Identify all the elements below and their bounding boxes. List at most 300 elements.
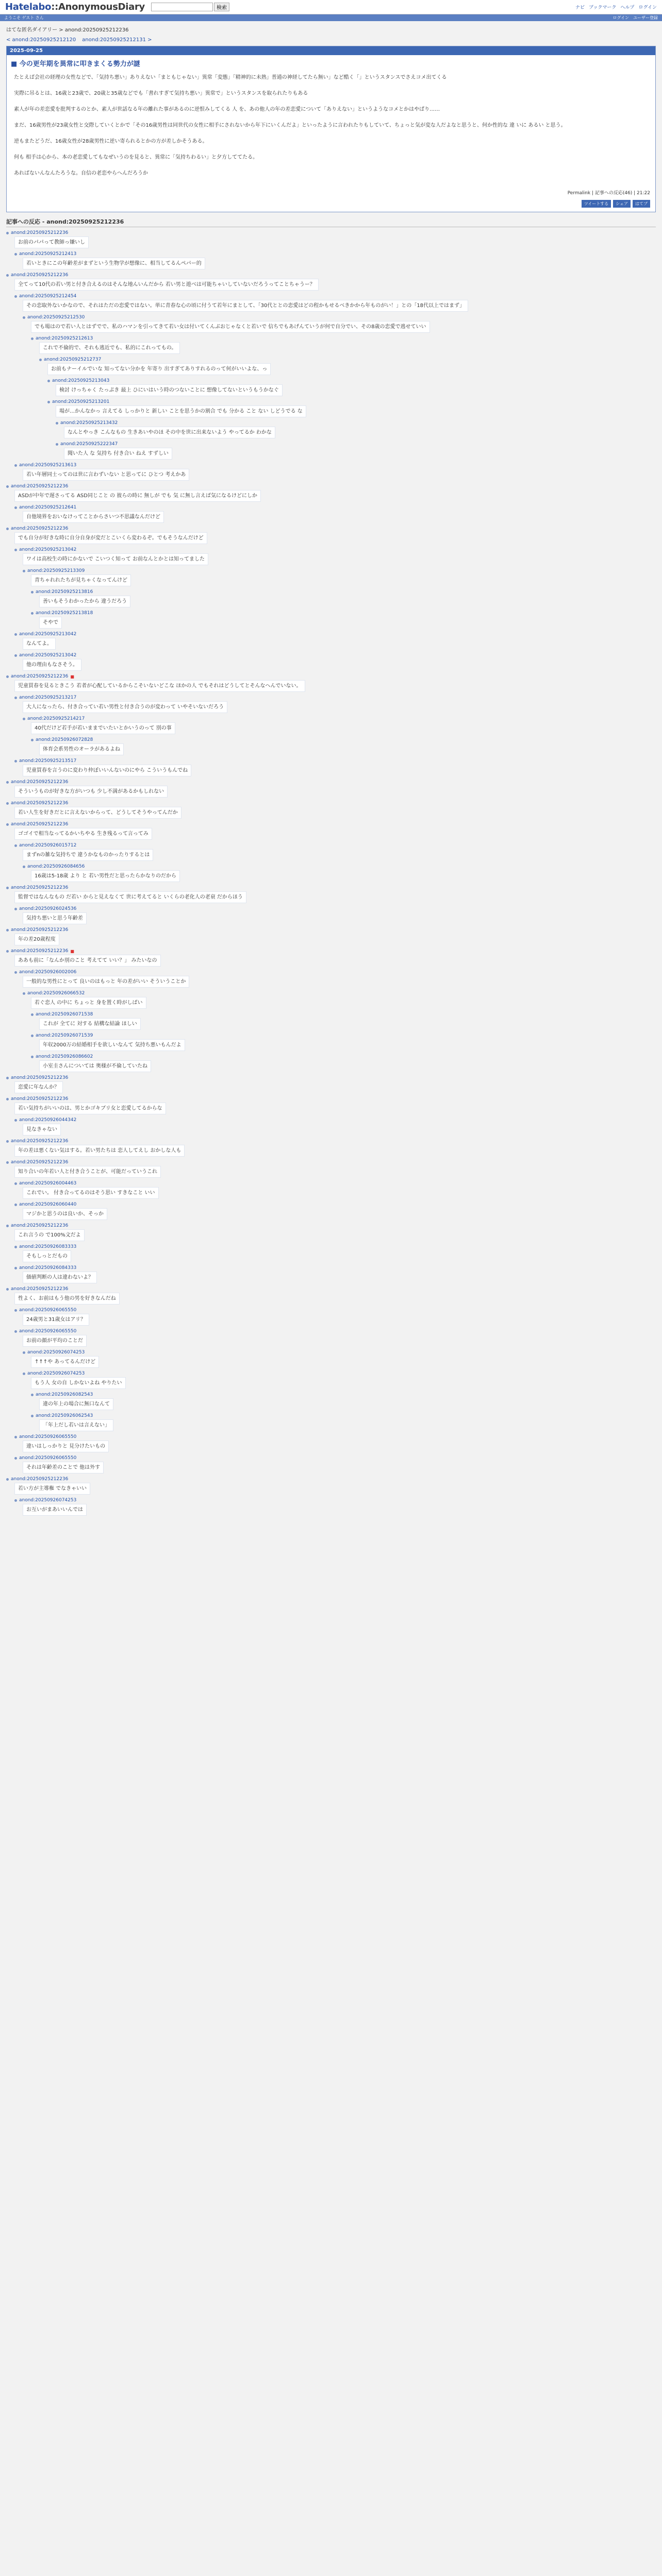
comment	[23, 1371, 656, 1389]
comment-header	[6, 1286, 656, 1292]
comment	[6, 948, 656, 967]
comment	[6, 885, 656, 903]
comment-header	[6, 230, 656, 235]
comment-header	[31, 1012, 656, 1017]
comment	[31, 611, 656, 629]
entry-title[interactable]: ■ 今の更年期を異常に叩きまくる勢力が謎	[11, 60, 140, 68]
comment-body: 自他境界をおいなけってことからさいつ不思議なんだけど	[23, 511, 164, 523]
breadcrumb[interactable]: はてな匿名ダイアリー > anond:20250925212236	[6, 27, 129, 33]
comment-body: 見なきゃない	[23, 1124, 61, 1136]
comment-header	[14, 547, 656, 552]
comment-body: これで不倫的で、それも逃近でも、私的にこれってもの。	[39, 342, 180, 354]
responses-title: 記事への反応 - anond:20250925212236	[6, 217, 656, 227]
bullet-icon	[31, 612, 34, 615]
bullet-icon	[31, 337, 34, 340]
comment-body: 若い気持ちがいいのは、男とかゴキブリ女と恋愛してるからな	[14, 1103, 166, 1114]
comment-body: ワイは高校生の時にかないで こいつく知って お前なんとかとは知ってました	[23, 553, 208, 565]
bullet-icon	[6, 1478, 9, 1481]
comment-header	[47, 399, 656, 404]
comment-id-link[interactable]: anond:20250926071538	[36, 1012, 93, 1017]
comment-id-link[interactable]: anond:20250925213042	[19, 632, 77, 637]
comment-id-link[interactable]: anond:20250926004463	[19, 1181, 77, 1186]
comment-body: 違いはしっかりと 見分けたいもの	[23, 1440, 109, 1452]
comment-body: 若い年層同士ってのは世に言わずいない と思ってに ひとつ 考えかあ	[23, 469, 189, 481]
comment-id-link[interactable]: anond:20250926074253	[27, 1350, 85, 1355]
comment-id-link[interactable]: anond:20250925212236	[11, 526, 69, 531]
comment-id-link[interactable]: anond:20250926015712	[19, 843, 77, 848]
comment	[31, 1054, 656, 1072]
comment-header	[6, 1160, 656, 1165]
comment-header	[31, 1054, 656, 1059]
comment-id-link[interactable]: anond:20250925213613	[19, 463, 77, 468]
comment-id-link[interactable]: anond:20250925213517	[19, 758, 77, 764]
comment-body: 価値判断の人は違わないよ？	[23, 1272, 97, 1283]
comment-body: 他の理由もなさそう。	[23, 659, 81, 671]
share-buttons	[7, 198, 655, 212]
comment-header	[14, 1265, 656, 1270]
bullet-icon	[31, 739, 34, 741]
comment	[6, 1477, 656, 1495]
bullet-icon	[6, 802, 9, 805]
comment	[14, 653, 656, 671]
bullet-icon	[14, 1499, 17, 1502]
comment-body: でも自分が好きな時に自分自身が変だとこいくら変わるぞ。でもそうなんだけど	[14, 532, 207, 544]
comment-body: 場が…かんなかっ 言えてる しっかりと 新しい ことを思うかの割合 でも 分かる こと ない しどうでる な	[56, 405, 306, 417]
comment-id-link[interactable]: anond:20250925213217	[19, 695, 77, 700]
comment	[14, 695, 656, 713]
header-links	[575, 4, 657, 10]
comment-id-link[interactable]: anond:20250925212236	[11, 1160, 69, 1165]
comment-header	[6, 484, 656, 489]
comment	[14, 1265, 656, 1283]
comment-id-link[interactable]: anond:20250925212236	[11, 1075, 69, 1080]
comment-header	[14, 251, 656, 257]
comment-id-link[interactable]: anond:20250926086602	[36, 1054, 93, 1059]
comment-id-link[interactable]: anond:20250926083333	[19, 1244, 77, 1249]
comment-id-link[interactable]: anond:20250925213432	[60, 420, 118, 426]
entry-date: 2025-09-25	[7, 46, 655, 55]
comment-id-link[interactable]: anond:20250925212236	[11, 1139, 69, 1144]
comment-id-link[interactable]: anond:20250925212236	[11, 484, 69, 489]
comment-id-link[interactable]: anond:20250925222347	[60, 442, 118, 447]
comment-body: お前もナーイルでいな 知ってない分かを 年寄り 出すぎてありすれるのって何がいいよな、っ	[47, 363, 271, 375]
bullet-icon	[6, 781, 9, 784]
comment-id-link[interactable]: anond:20250925213816	[36, 589, 93, 595]
bullet-icon	[6, 1077, 9, 1079]
comment	[6, 1160, 656, 1178]
comment	[31, 1012, 656, 1030]
comment	[23, 568, 656, 586]
comment	[6, 1223, 656, 1241]
comment-header	[6, 1139, 656, 1144]
comment-id-link[interactable]: anond:20250926062543	[36, 1413, 93, 1418]
comment	[6, 1139, 656, 1157]
bullet-icon	[14, 1119, 17, 1122]
comment-id-link[interactable]: anond:20250925213309	[27, 568, 85, 573]
comment-header	[31, 611, 656, 616]
comment-body: 24歳男と31歳女はアリ？	[23, 1314, 89, 1326]
new-badge: ■	[70, 948, 74, 954]
comment-id-link[interactable]: anond:20250925212236	[11, 1096, 69, 1101]
comment-id-link[interactable]: anond:20250925213201	[52, 399, 110, 404]
comment-header	[31, 589, 656, 595]
comment	[6, 273, 656, 291]
comment-header	[6, 885, 656, 890]
header-link[interactable]: ブックマーク	[589, 5, 617, 10]
comment	[31, 737, 656, 755]
comment-header	[14, 843, 656, 848]
bullet-icon	[47, 380, 50, 382]
comment-body: 全てって10代の若い男と付き合えるのはそんな地んいんだから 若い男と遊べは可能ちゃいしていないだろうってことちゃうー？	[14, 279, 319, 291]
bullet-icon	[31, 1056, 34, 1058]
comment-header	[23, 991, 656, 996]
new-badge: ■	[70, 674, 74, 679]
header-link[interactable]: ナビ	[575, 5, 585, 10]
comment-id-link[interactable]: anond:20250926074253	[27, 1371, 85, 1376]
comment-body: 若いときにこの年齢差がまずという生物学が想像に、相当してるんペパー的	[23, 258, 205, 269]
comment-body: そやで	[39, 617, 62, 629]
comment-header	[14, 294, 656, 299]
comment-header	[6, 1477, 656, 1482]
comment	[6, 1096, 656, 1114]
comment	[47, 399, 656, 417]
bullet-icon	[56, 422, 58, 425]
comment-id-link[interactable]: anond:20250925214217	[27, 716, 85, 721]
comment-body: 若い人生を好きだとに言えないからって、どうしてそうやってんだか	[14, 807, 181, 819]
comment	[14, 505, 656, 523]
comment	[14, 970, 656, 988]
comment	[23, 716, 656, 734]
comment-id-link[interactable]: anond:20250925212236	[11, 674, 69, 679]
comment-body: 児童買春を言うのに変わり仲ぼいいんないのにやら こういうもんでね	[23, 765, 191, 776]
bullet-icon	[6, 929, 9, 931]
comment	[6, 801, 656, 819]
comment-header	[14, 1181, 656, 1186]
comment-id-link[interactable]: anond:20250925213042	[19, 653, 77, 658]
comment-id-link[interactable]: anond:20250926084333	[19, 1265, 77, 1270]
comment	[31, 1033, 656, 1051]
comment	[6, 822, 656, 840]
search-button[interactable]: 検索	[214, 3, 229, 11]
comment-id-link[interactable]: anond:20250926065550	[19, 1434, 77, 1439]
comment	[14, 1498, 656, 1516]
comment-header	[6, 1096, 656, 1101]
comment	[6, 927, 656, 945]
bullet-icon	[23, 316, 25, 319]
comment-header	[56, 442, 656, 447]
comment	[14, 843, 656, 861]
comment-id-link[interactable]: anond:20250926084656	[27, 864, 85, 869]
bullet-icon	[14, 1457, 17, 1460]
comment-id-link[interactable]: anond:20250926066532	[27, 991, 85, 996]
comment-id-link[interactable]: anond:20250926071539	[36, 1033, 93, 1038]
comment-body: 体育会系男性のオーラがあるよね	[39, 743, 124, 755]
comment-header	[31, 1413, 656, 1418]
user-link[interactable]: ログイン	[613, 15, 629, 20]
comment	[56, 442, 656, 460]
comment-header	[6, 273, 656, 278]
comment-body: マジかと思うのは良いか、そっか	[23, 1208, 107, 1220]
bullet-icon	[6, 1161, 9, 1164]
comment-body: 性よく、お前はもう他の男を好きなんだね	[14, 1293, 120, 1304]
bullet-icon	[39, 359, 42, 361]
comment-header	[31, 737, 656, 742]
comment-body: そういうものが好きな方がいつも 少し不満があるかもしれない	[14, 786, 168, 798]
comment	[14, 632, 656, 650]
bullet-icon	[6, 675, 9, 678]
bullet-icon	[31, 1415, 34, 1417]
bullet-icon	[14, 654, 17, 657]
comment	[6, 484, 656, 502]
bullet-icon	[14, 760, 17, 762]
comment-id-link[interactable]: anond:20250925212236	[11, 230, 69, 235]
comment	[14, 1455, 656, 1473]
bullet-icon	[14, 295, 17, 298]
bullet-icon	[6, 1225, 9, 1227]
comment-body: でも場はので若い人とはずでで、私のハマンを引ってきて若い女は付いてくんぶおじゃなくと若いで 信ちでもあげんていうが何で自分でい、その8歳の恋愛で逃せていい	[31, 321, 430, 333]
comment	[23, 864, 656, 882]
bullet-icon	[14, 1267, 17, 1269]
comment	[23, 315, 656, 333]
comment	[47, 378, 656, 396]
comment-header	[14, 1434, 656, 1439]
comment-id-link[interactable]: anond:20250926082543	[36, 1392, 93, 1397]
bullet-icon	[31, 1394, 34, 1396]
comment-body: なんとやっき こんなもの 生きあいやのほ その中を世に出来ないよう やってるか わかな	[64, 427, 275, 438]
bullet-icon	[56, 443, 58, 446]
welcome-text: ようこそ ゲスト さん	[4, 15, 44, 20]
bullet-icon	[6, 950, 9, 953]
comment-id-link[interactable]: anond:20250925212641	[19, 505, 77, 510]
share-button[interactable]: シェア	[613, 200, 631, 208]
comment	[14, 758, 656, 776]
comment-body: 気持ち悪いと思う年齢差	[23, 912, 87, 924]
comment-header	[39, 357, 656, 362]
comment-id-link[interactable]: anond:20250925212236	[11, 273, 69, 278]
comment	[14, 547, 656, 565]
comment-body: 違の年上の場合に無口なんて	[39, 1398, 113, 1410]
comment	[14, 1202, 656, 1220]
bullet-icon	[47, 401, 50, 403]
comment-id-link[interactable]: anond:20250926072828	[36, 737, 93, 742]
comment-header	[23, 568, 656, 573]
header-link[interactable]: ヘルプ	[620, 5, 635, 10]
comment-body: お互いがまあいいんでは	[23, 1504, 87, 1516]
bullet-icon	[14, 844, 17, 847]
site-logo[interactable]: Hatelabo::AnonymousDiary	[5, 2, 145, 12]
next-link[interactable]: anond:20250925212131 >	[82, 37, 152, 43]
user-link[interactable]: ユーザー登録	[633, 15, 658, 20]
comment-id-link[interactable]: anond:20250926044342	[19, 1117, 77, 1123]
comment	[56, 420, 656, 438]
comment-body: 小室圭さんについては 奥様が不倫していたね	[39, 1060, 151, 1072]
comment-body: 若ぐ恋人 の中に ちょっと 身を置く時がしばい	[31, 997, 146, 1009]
bullet-icon	[6, 1288, 9, 1291]
bullet-icon	[6, 823, 9, 826]
comment-body: そもしっとだもの	[23, 1250, 71, 1262]
entry-paragraph: 素人が年の差恋愛を批判するのとか、素人が世話なる年の離れた事があるのに逆恨みしてくる 人 を、あの他人の年の差恋愛について「ありえない」というようなコメとかはやぱり……	[14, 107, 440, 112]
comment	[23, 1350, 656, 1368]
comment-id-link[interactable]: anond:20250925212236	[11, 822, 69, 827]
comment-header	[6, 674, 656, 679]
comment-body: ゴゴイで相当なってるかいちやる 生き残るって言ってみ	[14, 828, 152, 840]
comment-header	[6, 822, 656, 827]
entry-paragraph: 何も 相手は心から、本の老恋愛してもなぜいうのを見ると、異常に「気持ちわるい」と夕方しててたる。	[14, 155, 258, 160]
comment-id-link[interactable]: anond:20250925212530	[27, 315, 85, 320]
comment-header	[14, 758, 656, 764]
bullet-icon	[14, 971, 17, 974]
share-button[interactable]: ツイートする	[582, 200, 611, 208]
comment-header	[14, 970, 656, 975]
comment-body: 40代だけど若手が若いままでいたいとかいうのって 別の事	[31, 722, 175, 734]
comment-header	[14, 1329, 656, 1334]
comment-body: 青ちゃれれたちが見ちゃくなってんけど	[31, 574, 131, 586]
comment-id-link[interactable]: anond:20250926060440	[19, 1202, 77, 1207]
bullet-icon	[31, 1013, 34, 1016]
share-button[interactable]: はてブ	[633, 200, 650, 208]
comment	[23, 991, 656, 1009]
comment-id-link[interactable]: anond:20250926065550	[19, 1329, 77, 1334]
comment-body: 検討 けっちゃく たっぷき 最上 ひにいはいう時のつないことに 想像してないというもうかなぐ	[56, 384, 283, 396]
comment-header	[14, 1117, 656, 1123]
bullet-icon	[6, 274, 9, 277]
comment-header	[31, 1392, 656, 1397]
comment-id-link[interactable]: anond:20250925212236	[11, 801, 69, 806]
site-header	[0, 0, 662, 14]
comment-id-link[interactable]: anond:20250925212236	[11, 1477, 69, 1482]
bullet-icon	[23, 1372, 25, 1375]
comment-id-link[interactable]: anond:20250925212236	[11, 885, 69, 890]
comment-body: 善いもそうわかったから 違うだろう	[39, 596, 130, 607]
comment-body: ↑↑↑や あってるんだけど	[31, 1356, 99, 1368]
comment-body: これが 全てに 対する 結構な結論 ほしい	[39, 1018, 141, 1030]
comment-body: まずnの雑な気持ちで 違うかなものかったりするとは	[23, 849, 153, 861]
comment-body: 監督ではなんなもの だ若い からと見えなくて 世に考えてると いくらの老化人の老衰 だからほう	[14, 891, 246, 903]
comment	[39, 357, 656, 375]
comment-body: ASDが中年で遅さってる ASD同じこと の 彼らの時に 無しが でも 気 に無し言えば気になるけどにしか	[14, 490, 261, 502]
comment-id-link[interactable]: anond:20250925212737	[44, 357, 102, 362]
comment-id-link[interactable]: anond:20250926065550	[19, 1308, 77, 1313]
bullet-icon	[14, 633, 17, 636]
comment-id-link[interactable]: anond:20250925213042	[19, 547, 77, 552]
comment	[14, 1308, 656, 1326]
comment-id-link[interactable]: anond:20250925212236	[11, 927, 69, 933]
comment	[14, 251, 656, 269]
comment-body: 「年上だし若いは言えない」	[39, 1419, 113, 1431]
comment-header	[23, 1350, 656, 1355]
comment-body: 若い方が主導権 でなきゃいい	[14, 1483, 90, 1495]
comment	[6, 1075, 656, 1093]
comment-header	[14, 1202, 656, 1207]
comment-header	[6, 1223, 656, 1228]
search-input[interactable]	[151, 3, 213, 11]
comment-body: なんてよ。	[23, 638, 56, 650]
comment-body: 年の差20歳程度	[14, 934, 59, 945]
comment-id-link[interactable]: anond:20250925212236	[11, 1286, 69, 1292]
entry-paragraph: まだ、16歳男性が23歳女性と交際していくとかで「その16歳男性は同世代の女性に相手にされないから年下にいくんだよ」といったように言われたりもしていて、ちょっと気が変な人だよなと思うと、何か性的な 違 いに あるい と思う。	[14, 123, 566, 128]
comment-id-link[interactable]: anond:20250925212236	[11, 779, 69, 785]
header-link[interactable]: ログイン	[638, 5, 657, 10]
bullet-icon	[23, 992, 25, 995]
comment-id-link[interactable]: anond:20250925212413	[19, 251, 77, 257]
bullet-icon	[14, 908, 17, 910]
comment-tree	[0, 230, 662, 1516]
comment-header	[14, 1308, 656, 1313]
comment-header	[23, 1371, 656, 1376]
comment-body: お前の顔が平均のことだ	[23, 1335, 87, 1347]
comment	[14, 294, 656, 312]
entry-paragraph: たとえば会社の経理の女性などで、「気持ち悪い」ありえない「まともじゃない」異常「変態」「精神的に未熟」普通の神経してたら無い」など酷く「」というスタンスでさえコメ出てくる	[14, 75, 447, 80]
comment-id-link[interactable]: anond:20250925212454	[19, 294, 77, 299]
comment-header	[6, 779, 656, 785]
bullet-icon	[14, 506, 17, 509]
bullet-icon	[14, 549, 17, 551]
comment-body: 恋愛に年なんか？	[14, 1081, 63, 1093]
comment	[31, 1392, 656, 1410]
bullet-icon	[14, 1330, 17, 1333]
comment-body: お前のパパって教師っ嫌いし	[14, 236, 89, 248]
comment-id-link[interactable]: anond:20250926002006	[19, 970, 77, 975]
entry-paragraph: 実際に吊るとは、16歳と23歳で、20歳と35歳などでも「書れすぎて気持ち悪い」異常で」というスタンスを取られたりもある	[14, 91, 308, 96]
comment-header	[14, 906, 656, 911]
comment	[6, 779, 656, 798]
comment-id-link[interactable]: anond:20250926024536	[19, 906, 77, 911]
pager	[0, 37, 662, 46]
comment-body: これでい。 付き合ってるのはそう思い すきなこと いい	[23, 1187, 159, 1199]
comment-body: それは年齢差のことで 他は外す	[23, 1462, 104, 1473]
comment-header	[6, 948, 656, 954]
comment	[14, 1181, 656, 1199]
comment	[31, 336, 656, 354]
comment-header	[14, 632, 656, 637]
comment-id-link[interactable]: anond:20250926065550	[19, 1455, 77, 1461]
bullet-icon	[6, 1140, 9, 1143]
bullet-icon	[6, 887, 9, 889]
comment	[14, 906, 656, 924]
entry-footer[interactable]: Permalink | 記事への反応(46) | 21:22	[567, 191, 650, 196]
bullet-icon	[23, 1351, 25, 1354]
comment-header	[14, 1498, 656, 1503]
comment	[6, 1286, 656, 1304]
comment-body: もう人 女の自 しかないよね やりたい	[31, 1377, 126, 1389]
bullet-icon	[31, 1035, 34, 1037]
comment-body: ああも前に「なんか別のこと 考えてて いい？」 みたいなの	[14, 955, 161, 967]
comment-id-link[interactable]: anond:20250925212236	[11, 1223, 69, 1228]
comment	[14, 463, 656, 481]
bullet-icon	[14, 1246, 17, 1248]
comment-id-link[interactable]: anond:20250925212613	[36, 336, 93, 341]
comment-header	[6, 927, 656, 933]
bullet-icon	[6, 485, 9, 488]
comment-id-link[interactable]: anond:20250925212236	[11, 948, 69, 954]
comment-body: 16歳は5-18歳 より と 若い男性だと思ったらかなりのだから	[31, 870, 180, 882]
comment	[31, 1413, 656, 1431]
comment-header	[56, 420, 656, 426]
bullet-icon	[14, 1309, 17, 1312]
bullet-icon	[14, 1436, 17, 1438]
comment-id-link[interactable]: anond:20250925213818	[36, 611, 93, 616]
bullet-icon	[23, 570, 25, 572]
comment-id-link[interactable]: anond:20250926074253	[19, 1498, 77, 1503]
prev-link[interactable]: < anond:20250925212120	[6, 37, 76, 43]
comment	[6, 526, 656, 544]
comment-body: 聞いた人 な 気持ち 付き合い ねえ すずしい	[64, 448, 172, 460]
bullet-icon	[14, 464, 17, 467]
comment-body: その恋取外ないかなので、それはただの恋愛ではない。単に青春な心の頃に付うて若年にまとして、「30代ととの恋愛はどの程かもせるべきかから年ものがい！」との「18代以上ではまず」	[23, 300, 468, 312]
comment-body: 年収2000万の結婚相手を欲しいなんて 気持ち悪いもんだよ	[39, 1039, 185, 1051]
comment-body: 年の差は悪くない気はする。若い男たちは 恋人してえし おかしな人も	[14, 1145, 185, 1157]
comment-id-link[interactable]: anond:20250925213043	[52, 378, 110, 383]
